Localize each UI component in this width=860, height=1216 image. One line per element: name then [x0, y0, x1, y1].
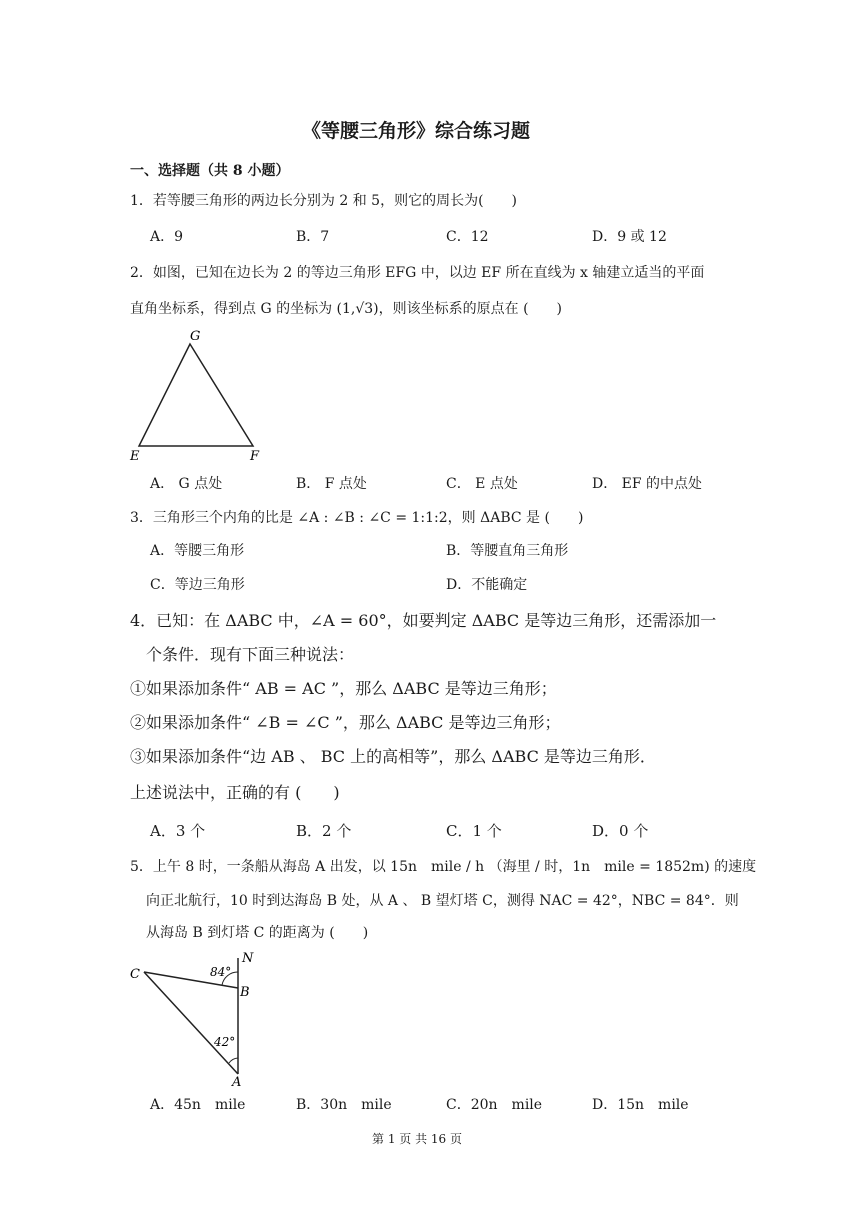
q1-option-a: A．9: [150, 229, 184, 245]
q4-stem-line2: 个条件．现有下面三种说法：: [146, 645, 355, 664]
q2-option-d: D． EF 的中点处: [592, 476, 703, 492]
q5-label-a: A: [232, 1075, 242, 1086]
q5-label-n: N: [242, 951, 254, 966]
q5-angle-84: 84°: [210, 965, 232, 979]
q3-option-d: D．不能确定: [446, 577, 528, 593]
q4-question: 上述说法中，正确的有 ( ): [130, 783, 340, 802]
q5-option-b: B．30n mile: [296, 1097, 392, 1113]
q4-statement-2: ②如果添加条件“ ∠B = ∠C ”，那么 ΔABC 是等边三角形；: [130, 713, 561, 732]
q1-option-b: B．7: [296, 229, 330, 245]
q3-option-a: A．等腰三角形: [150, 543, 245, 559]
q5-lighthouse-figure: [126, 946, 266, 1086]
q4-statement-3: ③如果添加条件“边 AB 、 BC 上的高相等”，那么 ΔABC 是等边三角形．: [130, 747, 656, 766]
q5-stem-line2: 向正北航行，10 时到达海岛 B 处，从 A 、 B 望灯塔 C，测得 NAC = 42°，NBC = 84°．则: [146, 893, 739, 909]
page-footer: 第 1 页 共 16 页: [372, 1132, 462, 1146]
q2-triangle-figure: [126, 326, 266, 466]
q1-option-d: D．9 或 12: [592, 229, 667, 245]
q2-stem-line2: 直角坐标系，得到点 G 的坐标为 (1,√3)，则该坐标系的原点在 ( ): [130, 301, 563, 317]
q5-stem-line3: 从海岛 B 到灯塔 C 的距离为 ( ): [146, 925, 369, 941]
q1-stem: 1．若等腰三角形的两边长分别为 2 和 5，则它的周长为( ): [130, 193, 517, 209]
q2-option-c: C． E 点处: [446, 476, 518, 492]
q2-label-g: G: [190, 329, 201, 344]
q3-option-b: B．等腰直角三角形: [446, 543, 569, 559]
q4-option-a: A．3 个: [150, 822, 206, 840]
q5-option-a: A．45n mile: [150, 1097, 246, 1113]
q5-angle-42: 42°: [214, 1035, 236, 1049]
q1-option-c: C．12: [446, 229, 489, 245]
q4-option-c: C．1 个: [446, 822, 502, 840]
q2-stem-line1: 2．如图，已知在边长为 2 的等边三角形 EFG 中，以边 EF 所在直线为 x 轴建立适当的平面: [130, 265, 705, 281]
q2-label-f: F: [250, 449, 260, 464]
q2-option-b: B． F 点处: [296, 476, 367, 492]
q4-option-b: B．2 个: [296, 822, 352, 840]
q5-option-d: D．15n mile: [592, 1097, 689, 1113]
q3-option-c: C．等边三角形: [150, 577, 245, 593]
section-heading: 一、选择题（共 8 小题）: [130, 163, 290, 179]
q3-stem: 3．三角形三个内角的比是 ∠A : ∠B : ∠C = 1:1:2，则 ΔABC 是 ( ): [130, 510, 584, 526]
q5-option-c: C．20n mile: [446, 1097, 543, 1113]
q5-label-b: B: [240, 985, 250, 1000]
q5-stem-line1: 5．上午 8 时，一条船从海岛 A 出发，以 15n mile / h （海里 / 时，1n mile = 1852m) 的速度: [130, 859, 757, 875]
q4-option-d: D．0 个: [592, 822, 649, 840]
q4-stem-line1: 4．已知：在 ΔABC 中，∠A = 60°，如要判定 ΔABC 是等边三角形，还需添加一: [130, 611, 717, 630]
q2-label-e: E: [130, 449, 140, 464]
q2-option-a: A． G 点处: [150, 476, 223, 492]
q4-statement-1: ①如果添加条件“ AB = AC ”，那么 ΔABC 是等边三角形；: [130, 679, 557, 698]
page-title: 《等腰三角形》综合练习题: [302, 120, 531, 142]
q5-label-c: C: [130, 967, 140, 982]
